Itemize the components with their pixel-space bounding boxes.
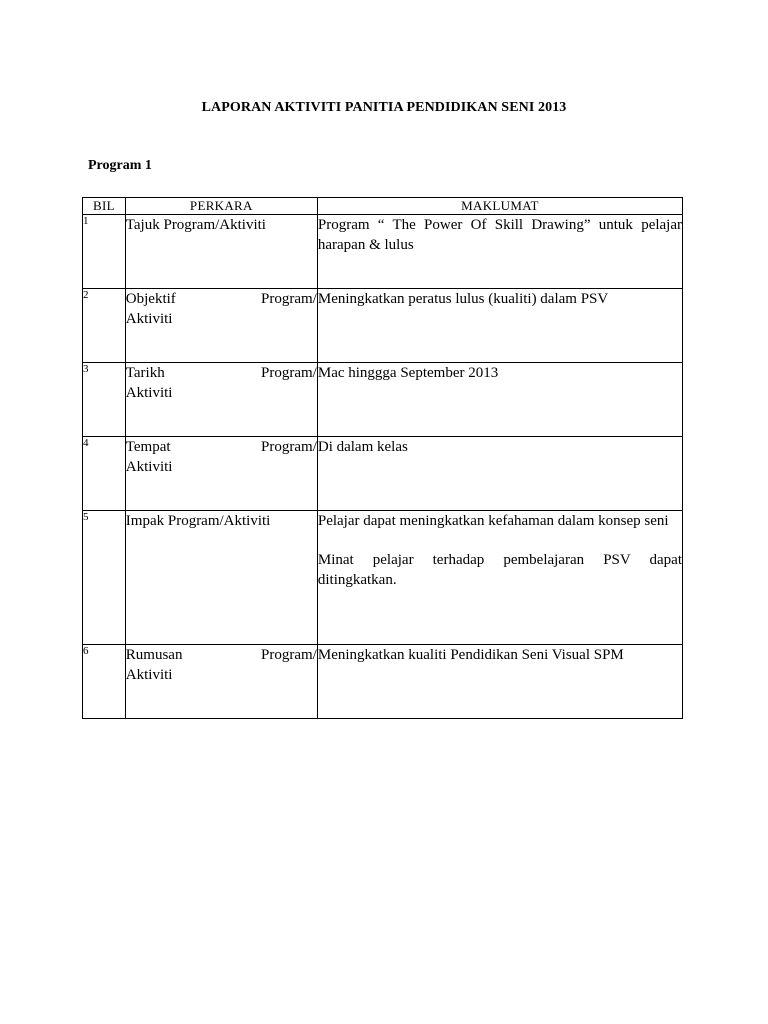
row-number: 1 [83,215,126,289]
header-bil: BIL [83,198,126,215]
row-number: 5 [83,511,126,645]
perkara-text: Rumusan Program/ [125,647,317,663]
row-perkara [125,289,317,363]
perkara-text-continued: Aktiviti [125,459,173,475]
perkara-text-continued: Aktiviti [125,385,173,401]
document-title: LAPORAN AKTIVITI PANITIA PENDIDIKAN SENI 2013 [201,100,567,115]
program-label: Program 1 [88,158,152,173]
row-maklumat [317,645,682,719]
maklumat-text-second: Minat pelajar terhadap pembelajaran PSV dapat ditingkatkan. [317,552,682,588]
perkara-text: Impak Program/Aktiviti [125,513,271,529]
maklumat-text: Di dalam kelas [317,439,408,455]
row-number: 2 [83,289,126,363]
maklumat-text: Mac hinggga September 2013 [317,365,499,381]
row-maklumat [317,289,682,363]
maklumat-text: Program “ The Power Of Skill Drawing” untuk pelajar harapan & lulus [317,217,682,253]
row-number: 6 [83,645,126,719]
table-row [83,289,683,363]
table-row [83,511,683,645]
row-maklumat [317,511,682,645]
row-maklumat [317,437,682,511]
row-perkara [125,363,317,437]
table-row [83,437,683,511]
perkara-text: Tarikh Program/ [125,365,317,381]
table-row [83,215,683,289]
table-row [83,645,683,719]
row-perkara [125,215,317,289]
maklumat-text: Pelajar dapat meningkatkan kefahaman dalam konsep seni [317,513,669,529]
row-perkara [125,437,317,511]
row-perkara [125,511,317,645]
row-number: 4 [83,437,126,511]
perkara-text: Tajuk Program/Aktiviti [125,217,266,233]
table-header-row [83,198,683,215]
row-number: 3 [83,363,126,437]
perkara-text-continued: Aktiviti [125,311,173,327]
table-row [83,363,683,437]
row-perkara [125,645,317,719]
row-maklumat [317,215,682,289]
perkara-text: Objektif Program/ [125,291,317,307]
maklumat-text: Meningkatkan peratus lulus (kualiti) dalam PSV [317,291,609,307]
row-maklumat [317,363,682,437]
perkara-text-continued: Aktiviti [125,667,173,683]
activity-report-table [82,197,683,719]
perkara-text: Tempat Program/ [125,439,317,455]
maklumat-text: Meningkatkan kualiti Pendidikan Seni Visual SPM [317,647,624,663]
header-maklumat: MAKLUMAT [317,198,682,215]
header-perkara: PERKARA [125,198,317,215]
